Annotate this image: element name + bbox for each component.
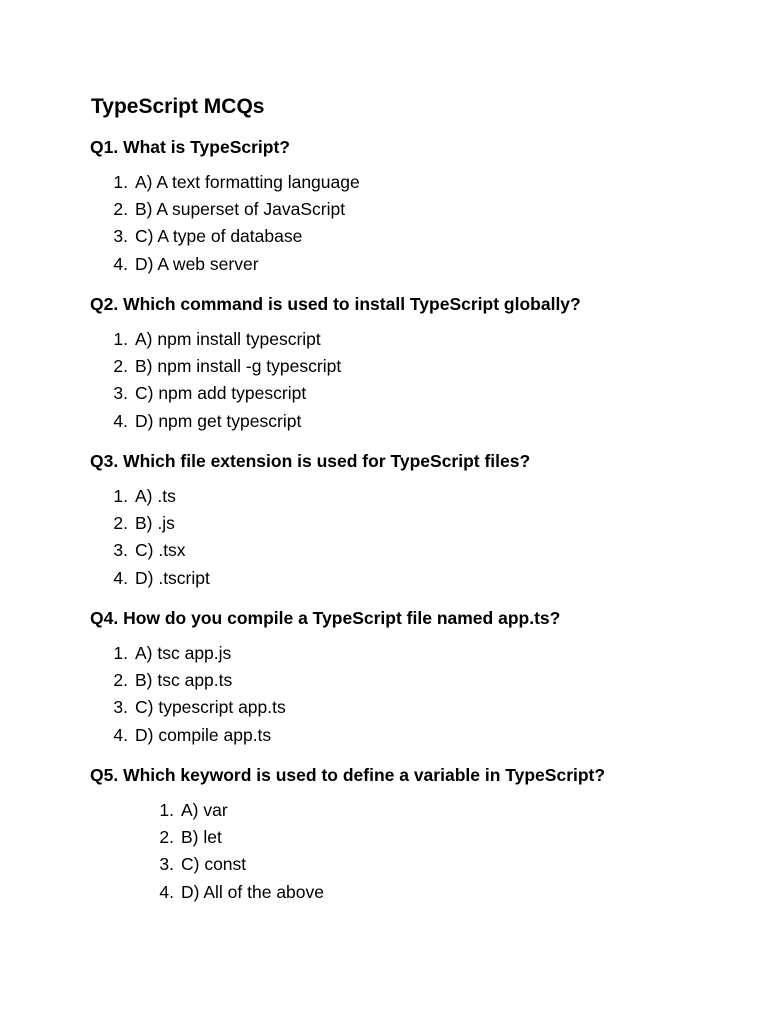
option-text: B) .js	[135, 513, 175, 534]
option-text: D) A web server	[135, 253, 259, 274]
option-number: 4.	[113, 724, 128, 745]
option-number: 1.	[159, 800, 174, 820]
option-text: A) .ts	[135, 486, 176, 506]
option-text: A) tsc app.js	[135, 643, 232, 663]
option-text: D) npm get typescript	[135, 410, 302, 431]
question-text: Q2. Which command is used to install TypeScript globally?	[90, 294, 581, 314]
option-text: C) const	[181, 854, 247, 875]
option-number: 2.	[113, 513, 128, 534]
option-number: 3.	[113, 697, 128, 718]
option-number: 4.	[113, 410, 128, 431]
option-number: 1.	[113, 486, 128, 506]
option-number: 2.	[113, 356, 128, 377]
option-text: A) npm install typescript	[135, 329, 321, 349]
option-text: B) tsc app.ts	[135, 670, 233, 691]
option-text: B) let	[181, 827, 222, 848]
question-text: Q1. What is TypeScript?	[90, 137, 290, 157]
option-number: 3.	[113, 540, 128, 561]
option-number: 2.	[159, 827, 174, 848]
document-title: TypeScript MCQs	[91, 95, 265, 118]
option-text: C) npm add typescript	[135, 383, 307, 404]
option-text: C) A type of database	[135, 226, 303, 247]
option-number: 1.	[113, 172, 128, 192]
option-text: A) A text formatting language	[135, 172, 360, 192]
option-number: 4.	[113, 253, 128, 274]
question-text: Q5. Which keyword is used to define a variable in TypeScript?	[90, 765, 606, 785]
option-number: 1.	[113, 329, 128, 349]
option-number: 3.	[113, 383, 128, 404]
option-number: 2.	[113, 199, 128, 220]
question-text: Q4. How do you compile a TypeScript file named app.ts?	[90, 608, 561, 628]
option-text: A) var	[181, 800, 228, 820]
option-number: 4.	[159, 881, 174, 902]
option-text: B) npm install -g typescript	[135, 356, 342, 377]
option-number: 2.	[113, 670, 128, 691]
option-number: 3.	[113, 226, 128, 247]
option-number: 1.	[113, 643, 128, 663]
option-text: B) A superset of JavaScript	[135, 199, 346, 220]
option-text: C) .tsx	[135, 540, 186, 561]
question-text: Q3. Which file extension is used for TypeScript files?	[90, 451, 531, 471]
option-text: D) All of the above	[181, 881, 324, 902]
option-number: 3.	[159, 854, 174, 875]
option-text: C) typescript app.ts	[135, 697, 286, 718]
option-text: D) .tscript	[135, 567, 210, 588]
option-number: 4.	[113, 567, 128, 588]
option-text: D) compile app.ts	[135, 724, 272, 745]
